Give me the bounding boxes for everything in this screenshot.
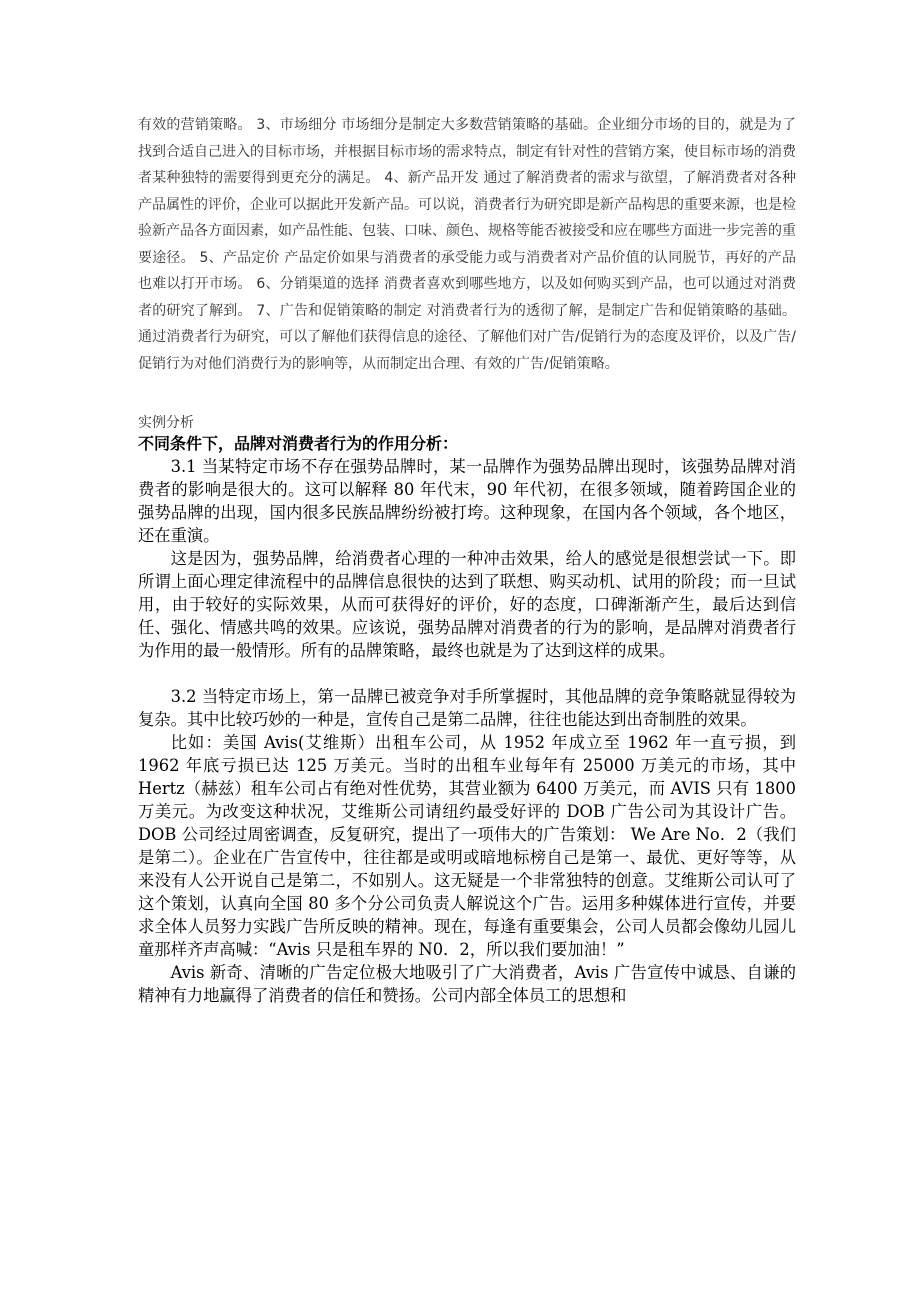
document-page	[138, 112, 796, 1007]
paragraph-3-2: 3.2 当特定市场上，第一品牌已被竞争对手所掌握时，其他品牌的竞争策略就显得较为复杂。其中比较巧妙的一种是，宣传自己是第二品牌，往往也能达到出奇制胜的效果。	[138, 687, 796, 729]
section-title: 不同条件下，品牌对消费者行为的作用分析：	[138, 434, 459, 453]
paragraph-avis-result: Avis 新奇、清晰的广告定位极大地吸引了广大消费者，Avis 广告宣传中诚恳、自谦的精神有力地赢得了消费者的信任和赞扬。公司内部全体员工的思想和	[138, 963, 796, 1005]
paragraph-3-1: 3.1 当某特定市场不存在强势品牌时，某一品牌作为强势品牌出现时，该强势品牌对消费者的影响是很大的。这可以解释 80 年代末，90 年代初，在很多领域，随着跨国企业的强势品牌的出现，国内很多民族品牌纷纷被打垮。这种现象，在国内各个领域，各个地区，还在重演。	[138, 457, 796, 545]
section-label: 实例分析	[138, 415, 194, 431]
paragraph-avis-example: 比如：美国 Avis(艾维斯）出租车公司，从 1952 年成立至 1962 年一直亏损，到 1962 年底亏损已达 125 万美元。当时的出租车业每年有 25000 万美元的市场，其中 Hertz（赫兹）租车公司占有绝对性优势，其营业额为 6400 万美元，而 AVIS 只有 1800 万美元。为改变这种状况，艾维斯公司请纽约最受好评的 DOB 广告公司为其设计广告。DOB 公司经过周密调查，反复研究，提出了一项伟大的广告策划： We Are No．2（我们是第二）。企业在广告宣传中，往往都是或明或暗地标榜自己是第一、最优、更好等等，从来没有人公开说自己是第二，不如别人。这无疑是一个非常独特的创意。艾维斯公司认可了这个策划，认真向全国 80 多个分公司负责人解说这个广告。运用多种媒体进行宣传，并要求全体人员努力实践广告所反映的精神。现在，每逢有重要集会，公司人员都会像幼儿园儿童那样齐声高喊：“Avis 只是租车界的 N0．2，所以我们要加油！”	[138, 733, 796, 959]
intro-paragraph: 有效的营销策略。 3、市场细分 市场细分是制定大多数营销策略的基础。企业细分市场的目的，就是为了找到合适自己进入的目标市场，并根据目标市场的需求特点，制定有针对性的营销方案，使目标市场的消费者某种独特的需要得到更充分的满足。 4、新产品开发 通过了解消费者的需求与欲望，了解消费者对各种产品属性的评价，企业可以据此开发新产品。可以说，消费者行为研究即是新产品构思的重要来源，也是检验新产品各方面因素，如产品性能、包装、口味、颜色、规格等能否被接受和应在哪些方面进一步完善的重要途径。 5、产品定价 产品定价如果与消费者的承受能力或与消费者对产品价值的认同脱节，再好的产品也难以打开市场。 6、分销渠道的选择 消费者喜欢到哪些地方，以及如何购买到产品，也可以通过对消费者的研究了解到。 7、广告和促销策略的制定 对消费者行为的透彻了解，是制定广告和促销策略的基础。通过消费者行为研究，可以了解他们获得信息的途径、了解他们对广告/促销行为的态度及评价，以及广告/促销行为对他们消费行为的影响等，从而制定出合理、有效的广告/促销策略。	[138, 117, 796, 372]
paragraph-strong-brand-effect: 这是因为，强势品牌，给消费者心理的一种冲击效果，给人的感觉是很想尝试一下。即所谓上面心理定律流程中的品牌信息很快的达到了联想、购买动机、试用的阶段；而一旦试用，由于较好的实际效果，从而可获得好的评价，好的态度，口碑渐渐产生，最后达到信任、强化、情感共鸣的效果。应该说，强势品牌对消费者的行为的影响，是品牌对消费者行为作用的最一般情形。所有的品牌策略，最终也就是为了达到这样的成果。	[138, 549, 796, 660]
paragraph-spacer	[138, 662, 796, 685]
